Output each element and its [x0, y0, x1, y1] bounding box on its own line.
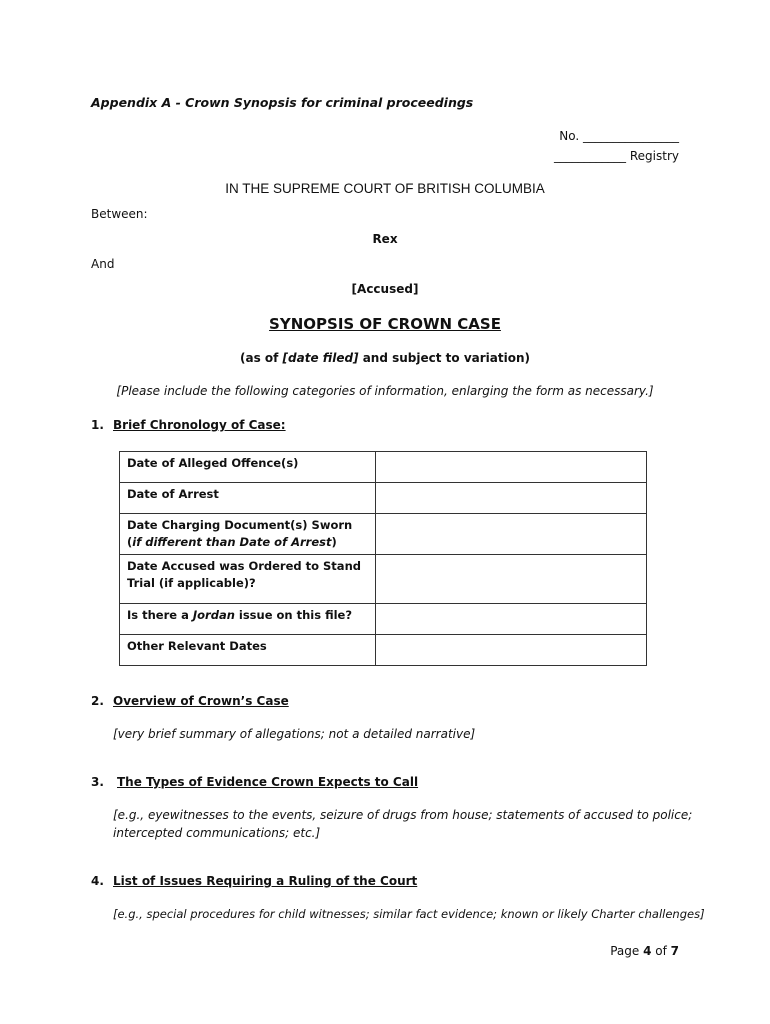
party-crown: Rex [372, 232, 398, 246]
label-text: Is there a [127, 608, 193, 622]
row-value-arrest-date[interactable] [376, 483, 647, 514]
row-label-charging-document-date [120, 514, 376, 555]
section-2-note: [very brief summary of allegations; not a detailed narrative] [113, 727, 476, 741]
section-1-heading: Brief Chronology of Case: [113, 418, 286, 432]
document-subtitle [0, 351, 770, 365]
label-italic-text: Jordan [192, 608, 235, 622]
section-3-note-line-2: intercepted communications; etc.] [113, 826, 321, 840]
party-accused: [Accused] [351, 282, 419, 296]
label-italic-text: if different than Date of Arrest [132, 535, 332, 549]
subtitle-prefix: (as of [239, 351, 283, 365]
table-row [120, 452, 647, 483]
label-text: ) [331, 535, 337, 549]
between-label: Between: [91, 207, 148, 221]
table-row [120, 604, 647, 635]
registry-line: ____________ Registry [554, 149, 679, 163]
section-1-number: 1. [91, 418, 104, 432]
section-4-number: 4. [91, 874, 104, 888]
row-value-other-dates[interactable] [376, 635, 647, 666]
section-4-heading: List of Issues Requiring a Ruling of the Court [113, 874, 418, 888]
section-3-heading: The Types of Evidence Crown Expects to Call [117, 775, 419, 789]
row-value-charging-document-date[interactable] [376, 514, 647, 555]
instructions-note: [Please include the following categories of information, enlarging the form as necessary.] [116, 384, 654, 398]
row-label-other-dates: Other Relevant Dates [120, 635, 376, 666]
document-title: SYNOPSIS OF CROWN CASE [269, 315, 501, 333]
chronology-table [119, 451, 647, 666]
total-pages-number: 7 [670, 944, 679, 958]
row-label-arrest-date: Date of Arrest [120, 483, 376, 514]
of-word: of [651, 944, 671, 958]
page-indicator [610, 944, 679, 958]
label-text: Date Charging Document(s) Sworn ( [127, 518, 353, 549]
section-3-number: 3. [91, 775, 104, 789]
current-page-number: 4 [643, 944, 652, 958]
section-2-number: 2. [91, 694, 104, 708]
row-label-jordan-issue [120, 604, 376, 635]
section-4-note: [e.g., special procedures for child witnesses; similar fact evidence; known or likely Charter challenges] [113, 907, 705, 921]
court-title: IN THE SUPREME COURT OF BRITISH COLUMBIA [225, 181, 545, 196]
row-label-stand-trial-date: Date Accused was Ordered to Stand Trial (if applicable)? [120, 555, 376, 604]
table-row [120, 555, 647, 604]
section-3-note-line-1: [e.g., eyewitnesses to the events, seizure of drugs from house; statements of accused to police; [113, 808, 693, 822]
row-value-jordan-issue[interactable] [376, 604, 647, 635]
row-label-offence-date: Date of Alleged Offence(s) [120, 452, 376, 483]
subtitle-suffix: and subject to variation) [358, 351, 530, 365]
row-value-stand-trial-date[interactable] [376, 555, 647, 604]
and-label: And [91, 257, 115, 271]
table-row [120, 635, 647, 666]
table-row [120, 514, 647, 555]
label-text: issue on this file? [234, 608, 353, 622]
subtitle-date-placeholder: [date filed] [282, 351, 359, 365]
section-2-heading: Overview of Crown’s Case [113, 694, 289, 708]
row-value-offence-date[interactable] [376, 452, 647, 483]
file-number-line: No. ________________ [559, 129, 679, 143]
appendix-title: Appendix A - Crown Synopsis for criminal proceedings [91, 95, 474, 110]
table-row [120, 483, 647, 514]
page-word: Page [610, 944, 644, 958]
